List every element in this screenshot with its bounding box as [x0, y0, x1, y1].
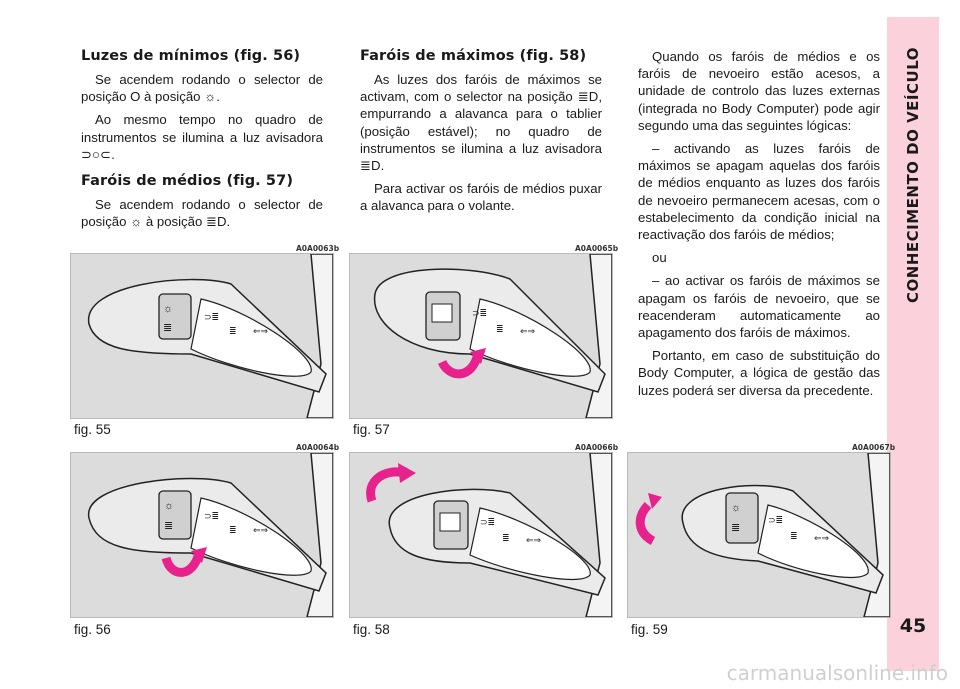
figure-code: A0A0067b: [852, 443, 896, 452]
paragraph: Se acendem rodando o selector de posição O à posição ☼.: [81, 72, 323, 105]
svg-text:⇐⇒: ⇐⇒: [520, 326, 536, 336]
text-column-2: [360, 48, 602, 221]
svg-text:⇐⇒: ⇐⇒: [253, 326, 269, 336]
svg-text:⊃≣: ⊃≣: [768, 515, 784, 525]
figure-code: A0A0066b: [575, 443, 619, 452]
paragraph: ou: [652, 250, 667, 266]
figure-caption: fig. 57: [353, 422, 390, 437]
section-title: [887, 47, 939, 303]
svg-text:☼: ☼: [164, 500, 175, 512]
figure-caption: fig. 55: [74, 422, 111, 437]
paragraph: Portanto, em caso de substituição do Body Computer, a lógica de gestão das luzes poderá ser diversa da precedente.: [638, 348, 880, 398]
svg-text:⊃≣: ⊃≣: [204, 312, 220, 322]
figure-code: A0A0063b: [296, 244, 340, 253]
watermark: carmanualsonline.info: [726, 661, 948, 685]
paragraph: Quando os faróis de médios e os faróis de nevoeiro estão acesos, a unidade de controlo das luzes externas (integrada no Body Computer) pode agir segundo uma das seguintes lógicas:: [638, 49, 880, 133]
section-title-text: CONHECIMENTO DO VEÍCULO: [904, 47, 922, 303]
svg-text:≣: ≣: [496, 324, 504, 334]
figure-58: [349, 452, 613, 618]
svg-text:☼: ☼: [163, 303, 174, 315]
stalk-illustration: [71, 254, 333, 418]
svg-text:≣: ≣: [163, 322, 173, 334]
stalk-illustration: [350, 254, 612, 418]
svg-text:⊃≣: ⊃≣: [480, 517, 496, 527]
text-column-1: [81, 48, 323, 236]
heading-luzes-minimos: Luzes de mínimos (fig. 56): [81, 48, 301, 64]
figure-caption: fig. 59: [631, 622, 668, 637]
stalk-illustration: [350, 453, 612, 617]
svg-text:⇐⇒: ⇐⇒: [814, 533, 830, 543]
svg-text:≣: ≣: [229, 525, 237, 535]
svg-text:⇐⇒: ⇐⇒: [526, 535, 542, 545]
svg-text:⊃≣: ⊃≣: [204, 511, 220, 521]
stalk-illustration: [71, 453, 333, 617]
paragraph: Ao mesmo tempo no quadro de instrumentos se ilumina a luz avisadora ⊃○⊂.: [81, 112, 323, 162]
figure-caption: fig. 56: [74, 622, 111, 637]
paragraph: As luzes dos faróis de máximos se activam, com o selector na posição ≣D, empurrando a alavanca para o tablier (posição estável); no quadro de instrumentos se ilumina a luz avisadora ≣D.: [360, 72, 602, 174]
figure-code: A0A0065b: [575, 244, 619, 253]
text-column-3: [638, 48, 880, 405]
figure-55: [70, 253, 334, 419]
svg-text:⊃≣: ⊃≣: [472, 308, 488, 318]
figure-caption: fig. 58: [353, 622, 390, 637]
paragraph: Para activar os faróis de médios puxar a alavanca para o volante.: [360, 181, 602, 214]
figure-code: A0A0064b: [296, 443, 340, 452]
paragraph: – activando as luzes faróis de máximos se apagam aquelas dos faróis de médios enquanto as luzes dos faróis de nevoeiro permanecem acesas, com o estabelecimento da condição inicial na reactivação dos faróis de médios;: [638, 141, 880, 243]
svg-text:≣: ≣: [164, 520, 174, 532]
svg-text:≣: ≣: [790, 531, 798, 541]
svg-text:≣: ≣: [502, 533, 510, 543]
stalk-illustration: [628, 453, 890, 617]
svg-text:☼: ☼: [731, 502, 742, 514]
figure-56: [70, 452, 334, 618]
page-number: 45: [899, 615, 927, 637]
svg-text:≣: ≣: [731, 522, 741, 534]
figure-57: [349, 253, 613, 419]
figure-59: [627, 452, 891, 618]
svg-text:⇐⇒: ⇐⇒: [253, 525, 269, 535]
heading-farois-medios: Faróis de médios (fig. 57): [81, 173, 294, 190]
heading-farois-maximos: Faróis de máximos (fig. 58): [360, 48, 587, 64]
svg-text:≣: ≣: [229, 326, 237, 336]
paragraph: Se acendem rodando o selector de posição ☼ à posição ≣D.: [81, 197, 323, 230]
paragraph: – ao activar os faróis de máximos se apagam os faróis de nevoeiro, que se reacenderam automaticamente ao apagamento dos faróis de máximos.: [638, 273, 880, 341]
